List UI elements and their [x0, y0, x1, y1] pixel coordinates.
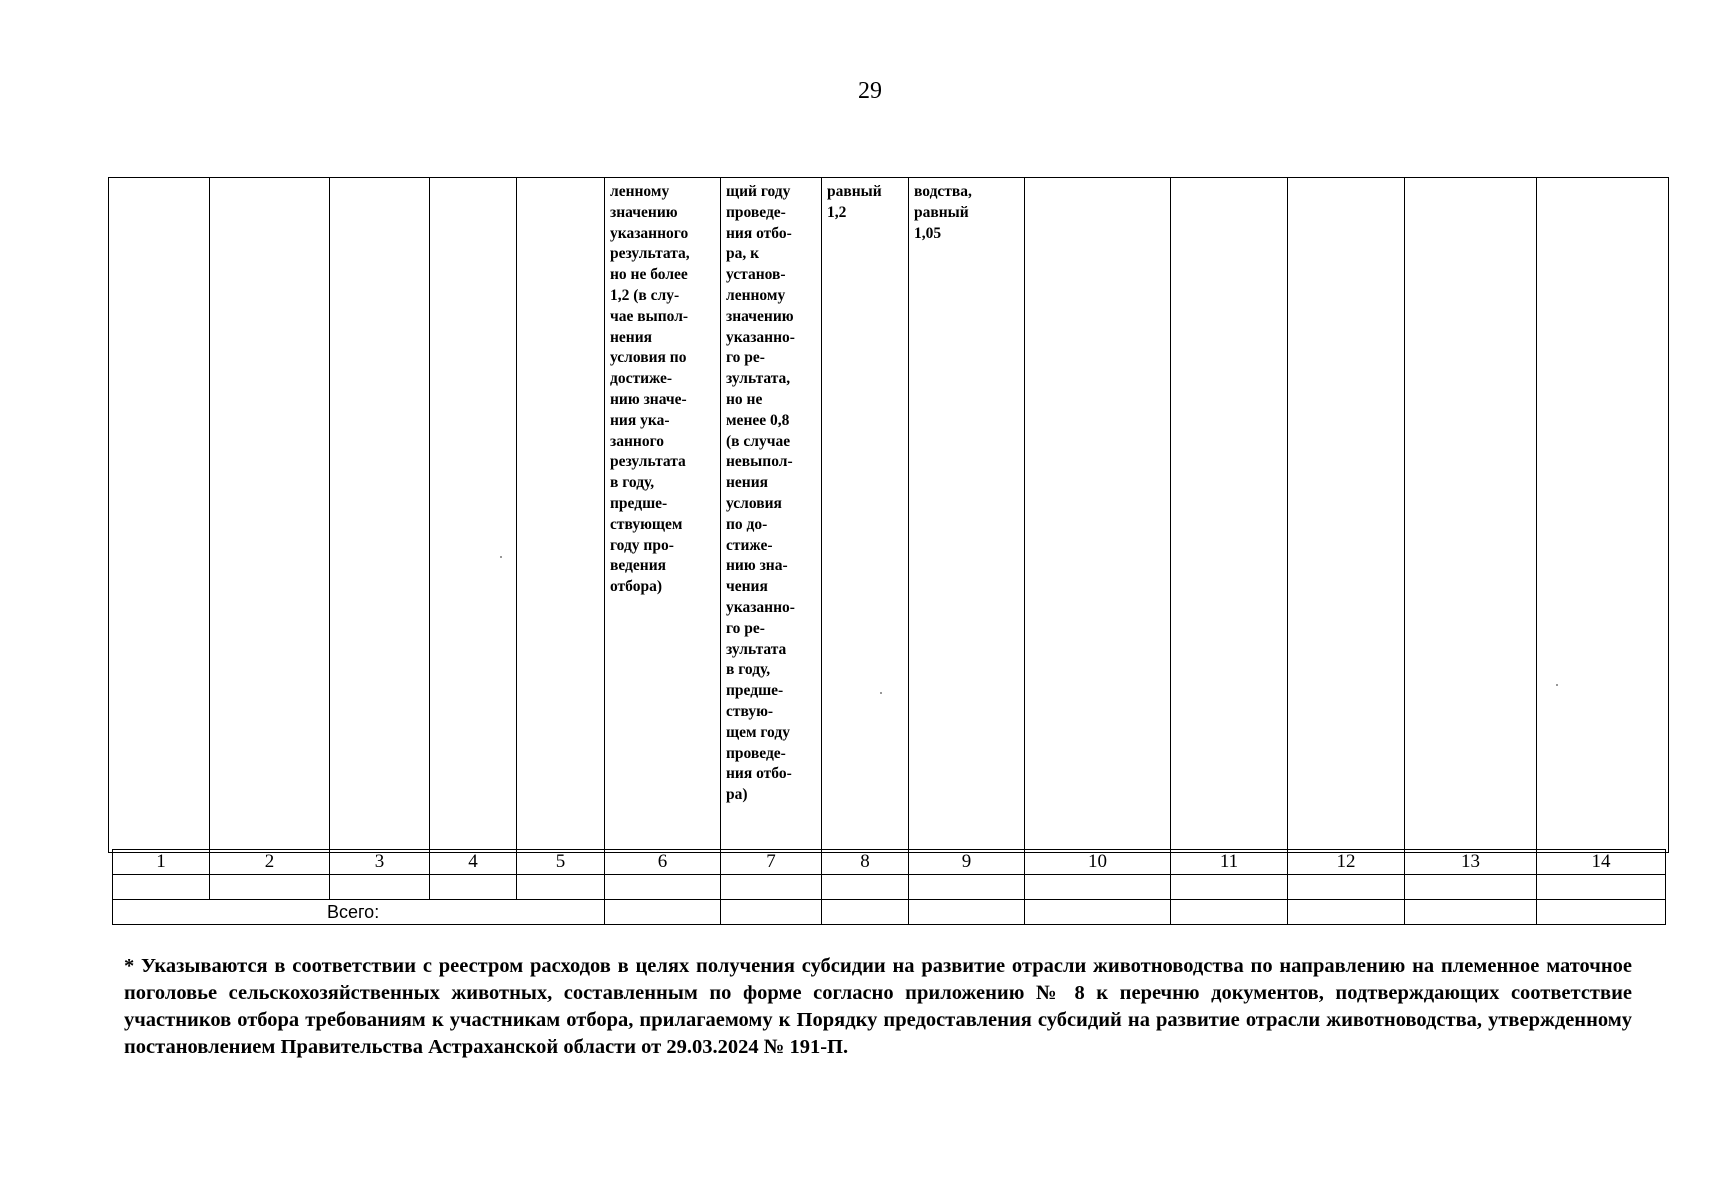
cell-col-14: [1537, 178, 1669, 853]
empty-cell: [1405, 875, 1537, 900]
empty-cell: [1025, 875, 1171, 900]
column-number: 9: [909, 850, 1025, 875]
scan-speck: [1556, 684, 1558, 686]
column-number-row: [113, 850, 1666, 875]
empty-cell: [1537, 875, 1666, 900]
column-number: 12: [1288, 850, 1405, 875]
total-cell: [909, 900, 1025, 925]
scan-speck: [880, 692, 882, 694]
cell-col-9: [909, 178, 1025, 853]
continuation-row: [109, 178, 1669, 853]
column-number: 7: [721, 850, 822, 875]
column-number: 11: [1171, 850, 1288, 875]
cell-col-6-text: ленному значению указанного результата, но не более 1,2 (в слу- чае выпол- нения условия по достиже- нию значе- ния ука- занного результата в году, предше- ствующем году про- ведения отбора): [610, 183, 690, 596]
empty-cell: [430, 875, 517, 900]
cell-col-10: [1025, 178, 1171, 853]
cell-col-12: [1288, 178, 1405, 853]
cell-col-6: [605, 178, 721, 853]
column-number: 8: [822, 850, 909, 875]
empty-cell: [1171, 875, 1288, 900]
numbered-table: [112, 849, 1666, 925]
total-row: [113, 900, 1666, 925]
total-cell: [1288, 900, 1405, 925]
cell-col-3: [330, 178, 430, 853]
column-number: 10: [1025, 850, 1171, 875]
column-number: 13: [1405, 850, 1537, 875]
total-cell: [1405, 900, 1537, 925]
total-cell: [721, 900, 822, 925]
scan-speck: [500, 556, 502, 558]
total-cell: [1025, 900, 1171, 925]
empty-cell: [210, 875, 330, 900]
empty-cell: [909, 875, 1025, 900]
column-number: 6: [605, 850, 721, 875]
footnote: * Указываются в соответствии с реестром расходов в целях получения субсидии на развитие отрасли животноводства по направлению на племенное маточное поголовье сельскохозяйственных животных, составленным по форме согласно приложению № 8 к перечню документов, подтверждающих соответствие участников отбора требованиям к участникам отбора, прилагаемому к Порядку предоставления субсидий на развитие отрасли животноводства, утвержденному постановлением Правительства Астраханской области от 29.03.2024 № 191-П.: [124, 955, 1632, 1058]
empty-cell: [721, 875, 822, 900]
total-label: Всего:: [113, 900, 605, 925]
empty-data-row: [113, 875, 1666, 900]
cell-col-13: [1405, 178, 1537, 853]
column-number: 3: [330, 850, 430, 875]
cell-col-8: [822, 178, 909, 853]
continuation-table: [108, 177, 1669, 853]
empty-cell: [1288, 875, 1405, 900]
page-number: 29: [858, 78, 882, 104]
cell-col-9-text: водства, равный 1,05: [914, 183, 972, 242]
total-cell: [822, 900, 909, 925]
column-number: 14: [1537, 850, 1666, 875]
total-cell: [605, 900, 721, 925]
total-cell: [1537, 900, 1666, 925]
cell-col-7: [721, 178, 822, 853]
empty-cell: [330, 875, 430, 900]
empty-cell: [113, 875, 210, 900]
empty-cell: [605, 875, 721, 900]
cell-col-8-text: равный 1,2: [827, 183, 882, 221]
cell-col-2: [210, 178, 330, 853]
column-number: 5: [517, 850, 605, 875]
column-number: 4: [430, 850, 517, 875]
cell-col-11: [1171, 178, 1288, 853]
cell-col-4: [430, 178, 517, 853]
column-number: 2: [210, 850, 330, 875]
empty-cell: [822, 875, 909, 900]
cell-col-1: [109, 178, 210, 853]
column-number: 1: [113, 850, 210, 875]
cell-col-7-text: щий году проведе- ния отбо- ра, к установ- ленному значению указанно- го ре- зультата, но не менее 0,8 (в случае невыпол- нения условия по до- стиже- нию зна- чения указанно- го ре- зультата в году, предше- ствую- щем году проведе- ния отбо- ра): [726, 183, 795, 804]
total-cell: [1171, 900, 1288, 925]
empty-cell: [517, 875, 605, 900]
cell-col-5: [517, 178, 605, 853]
